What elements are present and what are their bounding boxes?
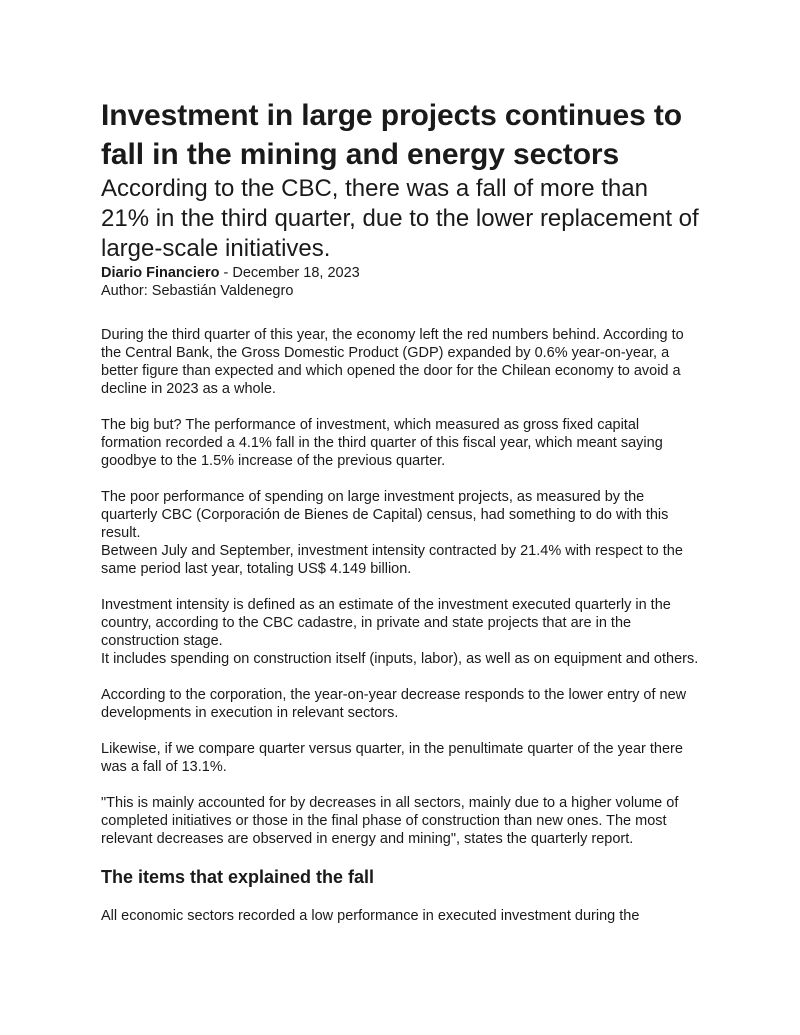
byline-separator: - [219, 265, 233, 281]
paragraph-1: During the third quarter of this year, the economy left the red numbers behind. According to the Central Bank, the Gross Domestic Product (GDP) expanded by 0.6% year-on-year, a better figure than expected and which opened the door for the Chilean economy to avoid a decline in 2023 as a whole. [101, 327, 684, 397]
paragraph-6: Likewise, if we compare quarter versus quarter, in the penultimate quarter of the year there was a fall of 13.1%. [101, 741, 683, 775]
article-headline: Investment in large projects continues to fall in the mining and energy sectors [101, 99, 683, 171]
closing-paragraph: All economic sectors recorded a low performance in executed investment during the [101, 908, 640, 924]
article-source: Diario Financiero [101, 265, 220, 281]
paragraph-5: According to the corporation, the year-on-year decrease responds to the lower entry of new developments in execution in relevant sectors. [101, 687, 687, 721]
article-byline [101, 264, 700, 282]
paragraph-3: The poor performance of spending on large investment projects, as measured by the quarterly CBC (Corporación de Bienes de Capital) census, had something to do with this result. Between July and September, investment intensity contracted by 21.4% with respect to the same period last year, totaling US$ 4.149 billion. [101, 489, 683, 577]
article-author: Author: Sebastián Valdenegro [101, 283, 294, 299]
paragraph-7: "This is mainly accounted for by decreases in all sectors, mainly due to a higher volume of completed initiatives or those in the final phase of construction than new ones. The most relevant decreases are observed in energy and mining", states the quarterly report. [101, 795, 679, 847]
article-subheadline: According to the CBC, there was a fall of more than 21% in the third quarter, due to the lower replacement of large-scale initiatives. [101, 175, 699, 262]
article-date: December 18, 2023 [232, 265, 360, 281]
section-heading: The items that explained the fall [101, 867, 375, 887]
paragraph-2: The big but? The performance of investment, which measured as gross fixed capital formation recorded a 4.1% fall in the third quarter of this fiscal year, which meant saying goodbye to the 1.5% increase of the previous quarter. [101, 417, 663, 469]
paragraph-4: Investment intensity is defined as an estimate of the investment executed quarterly in the country, according to the CBC cadastre, in private and state projects that are in the construction stage. It includes spending on construction itself (inputs, labor), as well as on equipment and others. [101, 597, 699, 667]
